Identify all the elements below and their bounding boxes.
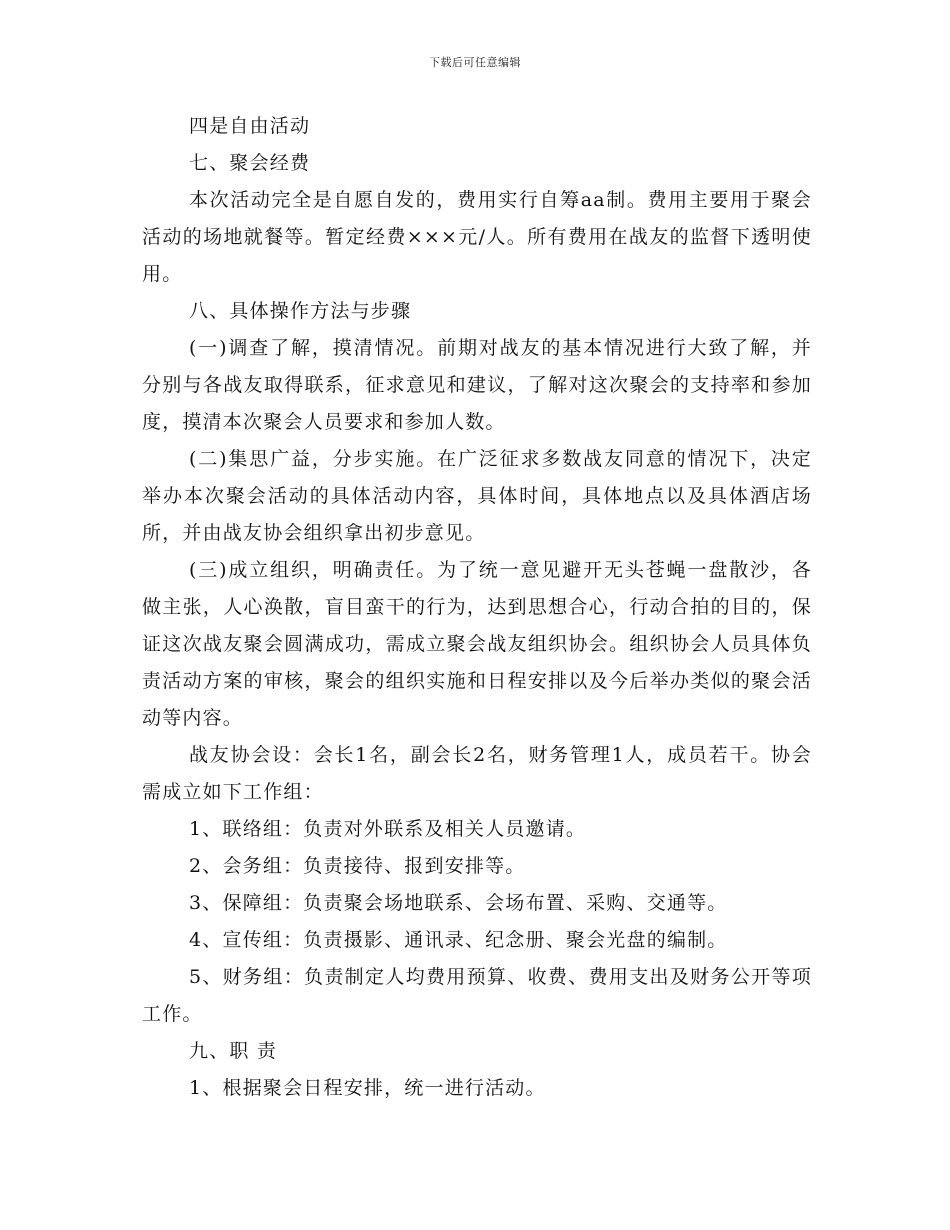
heading-section-7: 七、聚会经费 <box>189 152 311 174</box>
page-header: 下载后可任意编辑 <box>429 56 521 69</box>
paragraph-budget: 本次活动完全是自愿自发的，费用实行自筹aa制。费用主要用于聚会活动的场地就餐等。暂定经费×××元/人。所有费用在战友的监督下透明使用。 <box>142 189 812 285</box>
list-item-finance-group: 5、财务组：负责制定人均费用预算、收费、费用支出及财务公开等项工作。 <box>142 966 812 1025</box>
heading-section-9: 九、职 责 <box>189 1040 278 1062</box>
paragraph-step-2: (二)集思广益，分步实施。在广泛征求多数战友同意的情况下，决定举办本次聚会活动的具体活动内容，具体时间，具体地点以及具体酒店场所，并由战友协会组织拿出初步意见。 <box>142 448 812 544</box>
paragraph-association-setup: 战友协会设：会长1名，副会长2名，财务管理1人，成员若干。协会需成立如下工作组： <box>142 744 812 803</box>
list-item-support-group: 3、保障组：负责聚会场地联系、会场布置、采购、交通等。 <box>189 892 728 914</box>
list-item-affairs-group: 2、会务组：负责接待、报到安排等。 <box>189 855 526 877</box>
paragraph-step-3: (三)成立组织，明确责任。为了统一意见避开无头苍蝇一盘散沙，各做主张，人心涣散，盲目蛮干的行为，达到思想合心，行动合拍的目的，保证这次战友聚会圆满成功，需成立聚会战友组织协会。组织协会人员具体负责活动方案的审核，聚会的组织实施和日程安排以及今后举办类似的聚会活动等内容。 <box>142 559 812 729</box>
list-item-liaison-group: 1、联络组：负责对外联系及相关人员邀请。 <box>189 818 587 840</box>
paragraph-step-1: (一)调查了解，摸清情况。前期对战友的基本情况进行大致了解，并分别与各战友取得联系，征求意见和建议，了解对这次聚会的支持率和参加度，摸清本次聚会人员要求和参加人数。 <box>142 337 812 433</box>
document-body <box>142 108 812 1107</box>
heading-section-8: 八、具体操作方法与步骤 <box>189 300 412 322</box>
list-item-duty-1: 1、根据聚会日程安排，统一进行活动。 <box>189 1077 546 1099</box>
paragraph-free-activity: 四是自由活动 <box>189 115 311 137</box>
list-item-publicity-group: 4、宣传组：负责摄影、通讯录、纪念册、聚会光盘的编制。 <box>189 929 728 951</box>
